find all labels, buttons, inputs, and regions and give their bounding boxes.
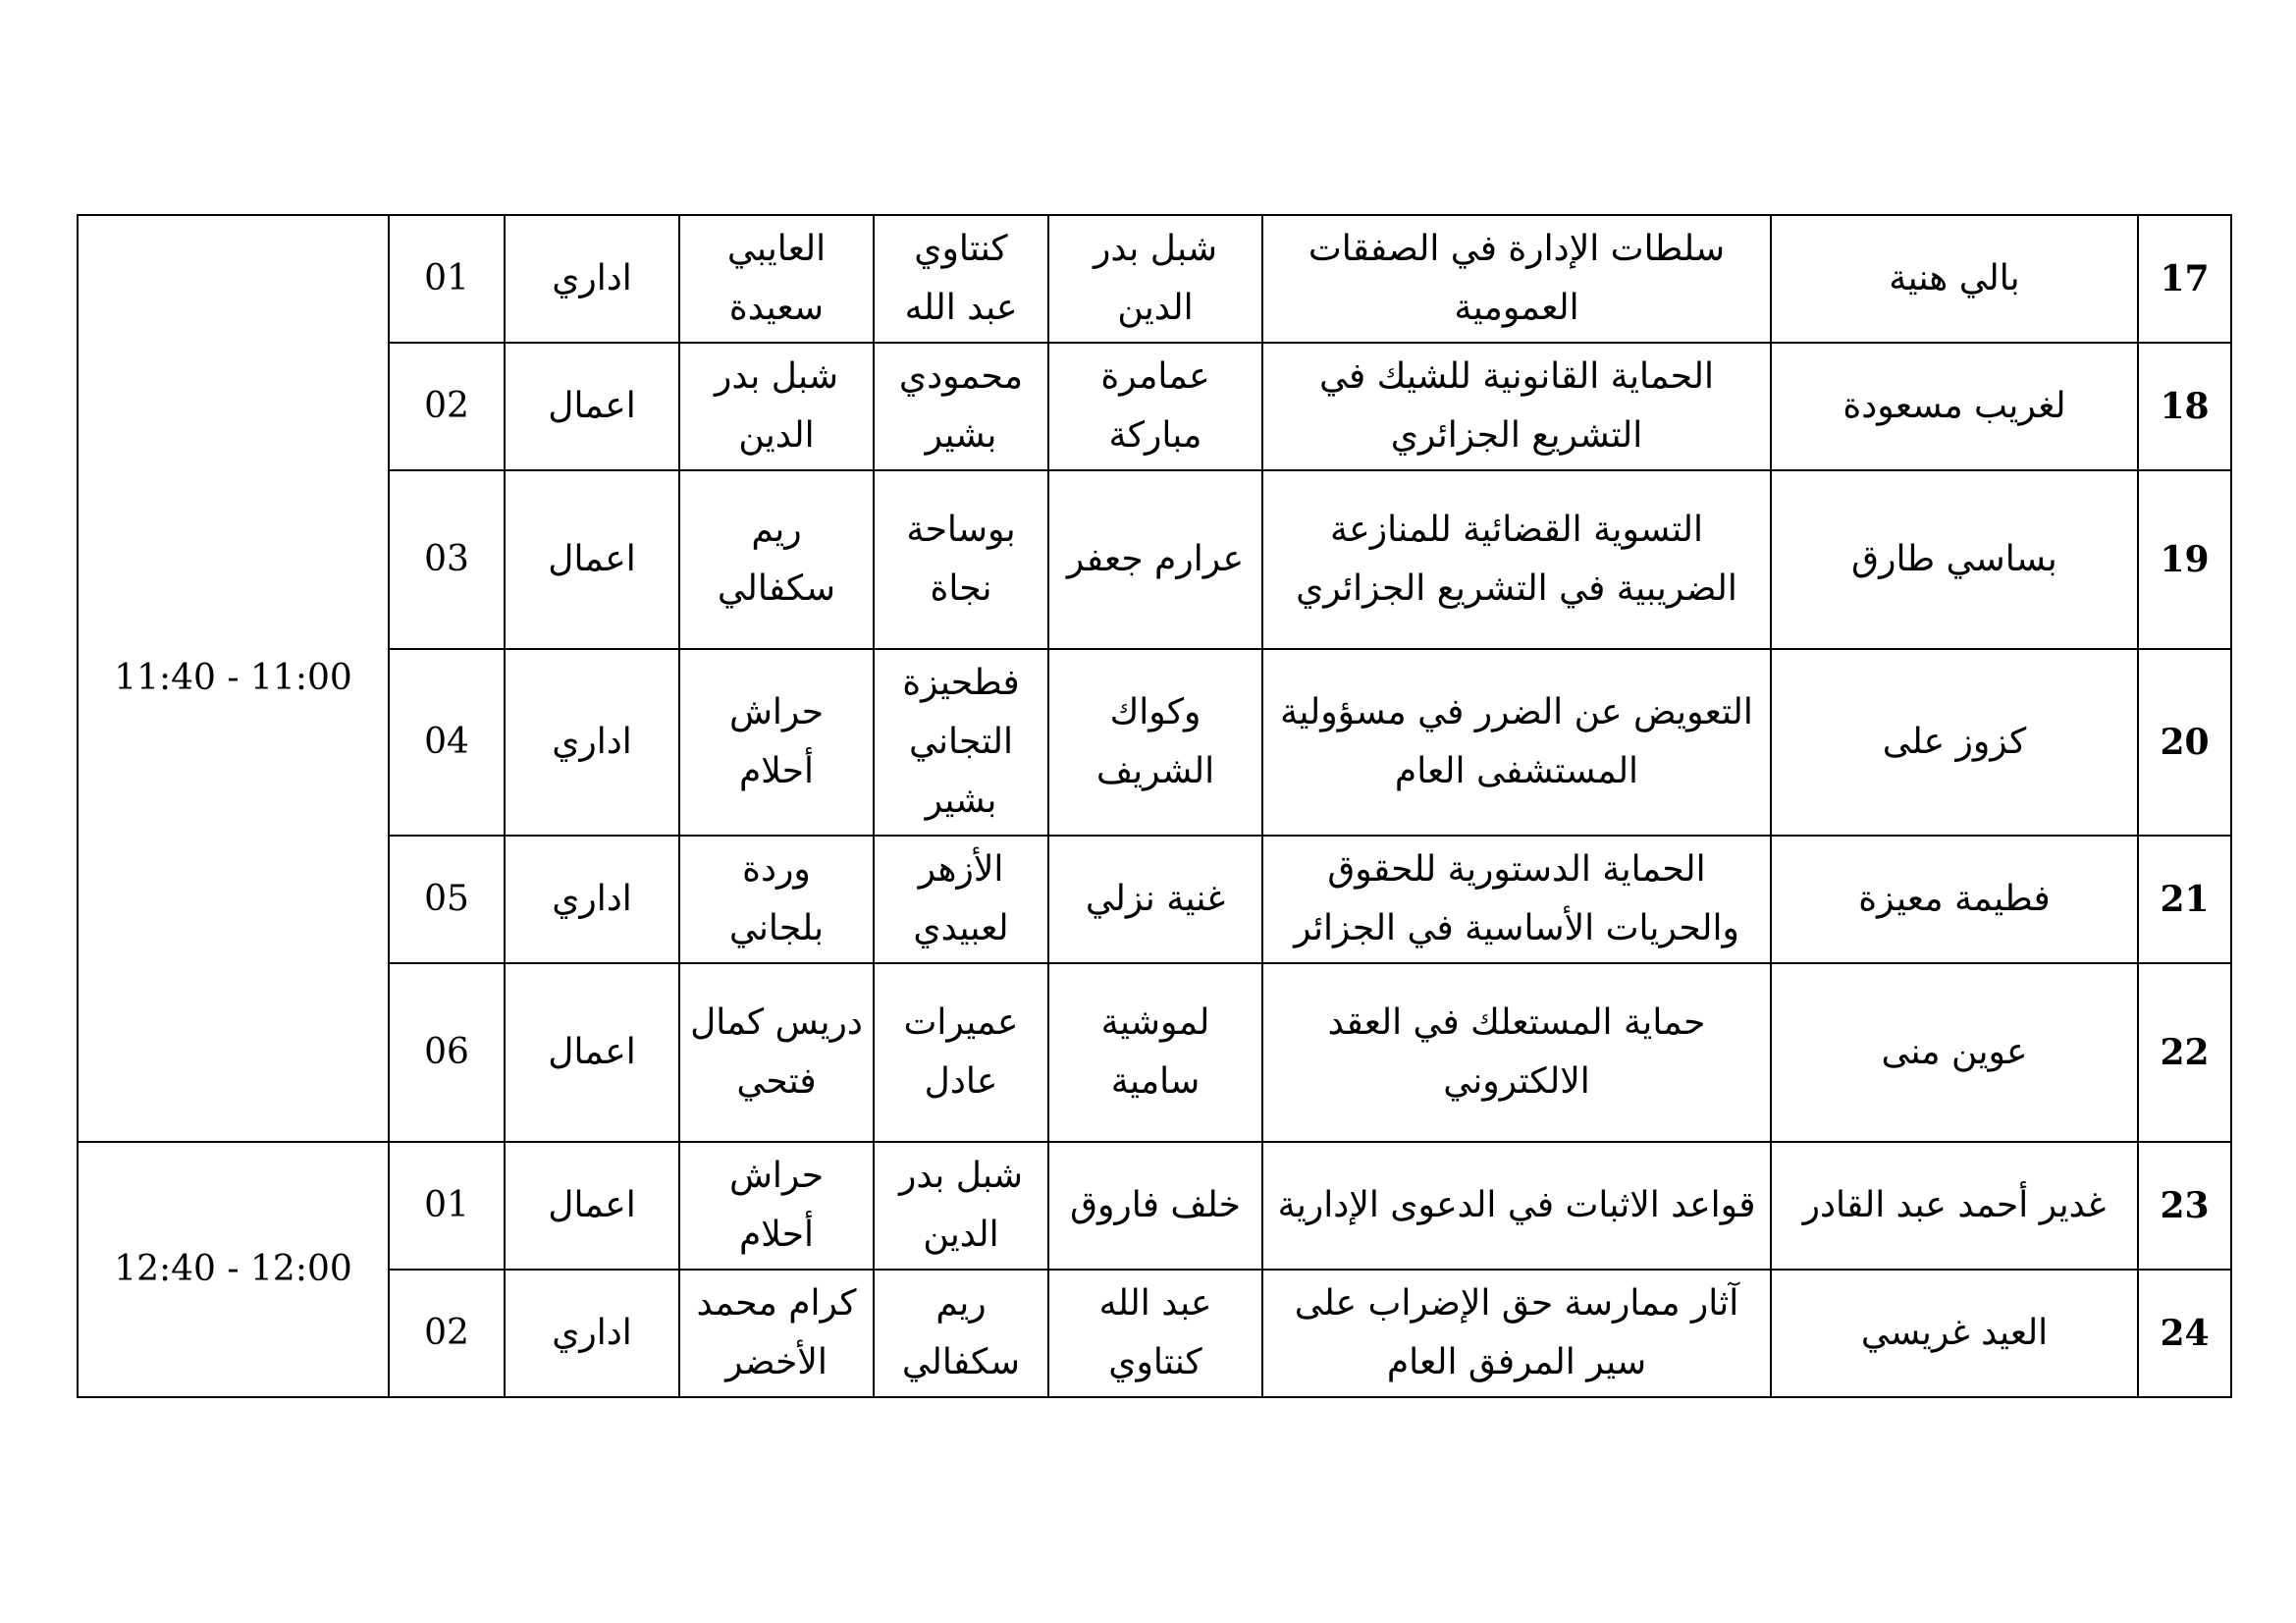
thesis-title: سلطات الإدارة في الصفقات العمومية <box>1262 215 1771 343</box>
row-number: 20 <box>2138 649 2231 836</box>
group-number: 06 <box>389 963 505 1142</box>
session-time: 12:40 - 12:00 <box>78 1142 389 1397</box>
committee-member-3: حراش أحلام <box>679 1142 874 1270</box>
row-number: 24 <box>2138 1270 2231 1397</box>
committee-member-3: دريس كمال فتحي <box>679 963 874 1142</box>
table-row <box>78 1142 2231 1270</box>
group-number: 05 <box>389 836 505 963</box>
table-row <box>78 215 2231 343</box>
committee-member-1: عمامرة مباركة <box>1048 343 1262 470</box>
group-number: 03 <box>389 470 505 649</box>
committee-member-3: كرام محمد الأخضر <box>679 1270 874 1397</box>
row-number: 21 <box>2138 836 2231 963</box>
row-number: 17 <box>2138 215 2231 343</box>
committee-member-3: ريم سكفالي <box>679 470 874 649</box>
thesis-title: قواعد الاثبات في الدعوى الإدارية <box>1262 1142 1771 1270</box>
student-name: عوين منى <box>1771 963 2138 1142</box>
committee-member-1: لموشية سامية <box>1048 963 1262 1142</box>
thesis-title: التعويض عن الضرر في مسؤولية المستشفى العام <box>1262 649 1771 836</box>
table-row <box>78 343 2231 470</box>
row-number: 23 <box>2138 1142 2231 1270</box>
specialty: اعمال <box>505 963 679 1142</box>
specialty: اعمال <box>505 470 679 649</box>
committee-member-2: الأزهر لعبيدي <box>874 836 1048 963</box>
committee-member-2: فطحيزة التجاني بشير <box>874 649 1048 836</box>
student-name: غدير أحمد عبد القادر <box>1771 1142 2138 1270</box>
committee-member-2: ريم سكفالي <box>874 1270 1048 1397</box>
committee-member-1: غنية نزلي <box>1048 836 1262 963</box>
row-number: 19 <box>2138 470 2231 649</box>
thesis-title: الحماية الدستورية للحقوق والحريات الأساسية في الجزائر <box>1262 836 1771 963</box>
student-name: فطيمة معيزة <box>1771 836 2138 963</box>
student-name: لغريب مسعودة <box>1771 343 2138 470</box>
table-row <box>78 963 2231 1142</box>
committee-member-1: عبد الله كنتاوي <box>1048 1270 1262 1397</box>
row-number: 22 <box>2138 963 2231 1142</box>
committee-member-2: عميرات عادل <box>874 963 1048 1142</box>
group-number: 02 <box>389 1270 505 1397</box>
group-number: 01 <box>389 1142 505 1270</box>
specialty: اداري <box>505 836 679 963</box>
table-row <box>78 1270 2231 1397</box>
committee-member-3: العايبي سعيدة <box>679 215 874 343</box>
committee-member-2: كنتاوي عبد الله <box>874 215 1048 343</box>
thesis-title: الحماية القانونية للشيك في التشريع الجزائري <box>1262 343 1771 470</box>
specialty: اداري <box>505 1270 679 1397</box>
committee-member-1: شبل بدر الدين <box>1048 215 1262 343</box>
group-number: 01 <box>389 215 505 343</box>
thesis-title: آثار ممارسة حق الإضراب على سير المرفق العام <box>1262 1270 1771 1397</box>
student-name: بساسي طارق <box>1771 470 2138 649</box>
committee-member-1: خلف فاروق <box>1048 1142 1262 1270</box>
student-name: العيد غريسي <box>1771 1270 2138 1397</box>
specialty: اعمال <box>505 343 679 470</box>
session-time: 11:40 - 11:00 <box>78 215 389 1142</box>
committee-member-1: عرارم جعفر <box>1048 470 1262 649</box>
committee-member-2: محمودي بشير <box>874 343 1048 470</box>
specialty: اداري <box>505 215 679 343</box>
committee-member-3: حراش أحلام <box>679 649 874 836</box>
committee-member-1: وكواك الشريف <box>1048 649 1262 836</box>
group-number: 02 <box>389 343 505 470</box>
committee-member-2: بوساحة نجاة <box>874 470 1048 649</box>
thesis-title: حماية المستعلك في العقد الالكتروني <box>1262 963 1771 1142</box>
specialty: اعمال <box>505 1142 679 1270</box>
table-row <box>78 470 2231 649</box>
student-name: كزوز على <box>1771 649 2138 836</box>
committee-member-3: شبل بدر الدين <box>679 343 874 470</box>
group-number: 04 <box>389 649 505 836</box>
table-row <box>78 836 2231 963</box>
student-name: بالي هنية <box>1771 215 2138 343</box>
thesis-title: التسوية القضائية للمنازعة الضريبية في التشريع الجزائري <box>1262 470 1771 649</box>
table-row <box>78 649 2231 836</box>
specialty: اداري <box>505 649 679 836</box>
committee-member-2: شبل بدر الدين <box>874 1142 1048 1270</box>
row-number: 18 <box>2138 343 2231 470</box>
defense-schedule-table <box>77 214 2232 1398</box>
committee-member-3: وردة بلجاني <box>679 836 874 963</box>
